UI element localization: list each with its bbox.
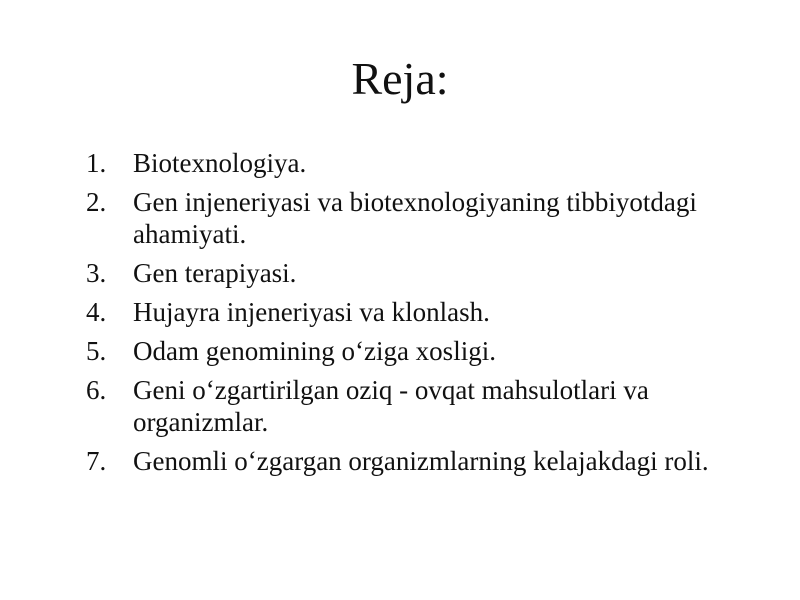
list-item-text: Hujayra injeneriyasi va klonlash. <box>133 297 490 327</box>
list-item-number: 6. <box>86 375 107 405</box>
list-item-number: 3. <box>86 258 107 288</box>
list-item <box>86 374 746 438</box>
list-item-text: Genomli o‘zgargan organizmlarning kelajakdagi roli. <box>133 446 709 476</box>
list-item-text: Biotexnologiya. <box>133 148 307 178</box>
list-item-number: 2. <box>86 187 107 217</box>
list-item <box>86 257 746 289</box>
list-item <box>86 335 746 367</box>
list-item <box>86 296 746 328</box>
list-item-text: Gen terapiyasi. <box>133 258 297 288</box>
list-item <box>86 445 746 477</box>
list-item <box>86 147 746 179</box>
list-item-number: 5. <box>86 336 107 366</box>
list-item-number: 7. <box>86 446 107 476</box>
list-item-text: Gen injeneriyasi va biotexnologiyaning tibbiyotdagi ahamiyati. <box>133 187 697 249</box>
list-item-text: Odam genomining o‘ziga xosligi. <box>133 336 496 366</box>
list-item <box>86 186 746 250</box>
list-item-text: Geni o‘zgartirilgan oziq - ovqat mahsulotlari va organizmlar. <box>133 375 649 437</box>
list-item-number: 1. <box>86 148 107 178</box>
slide-title: Reja: <box>351 53 449 104</box>
plan-list <box>86 147 746 484</box>
list-item-number: 4. <box>86 297 107 327</box>
